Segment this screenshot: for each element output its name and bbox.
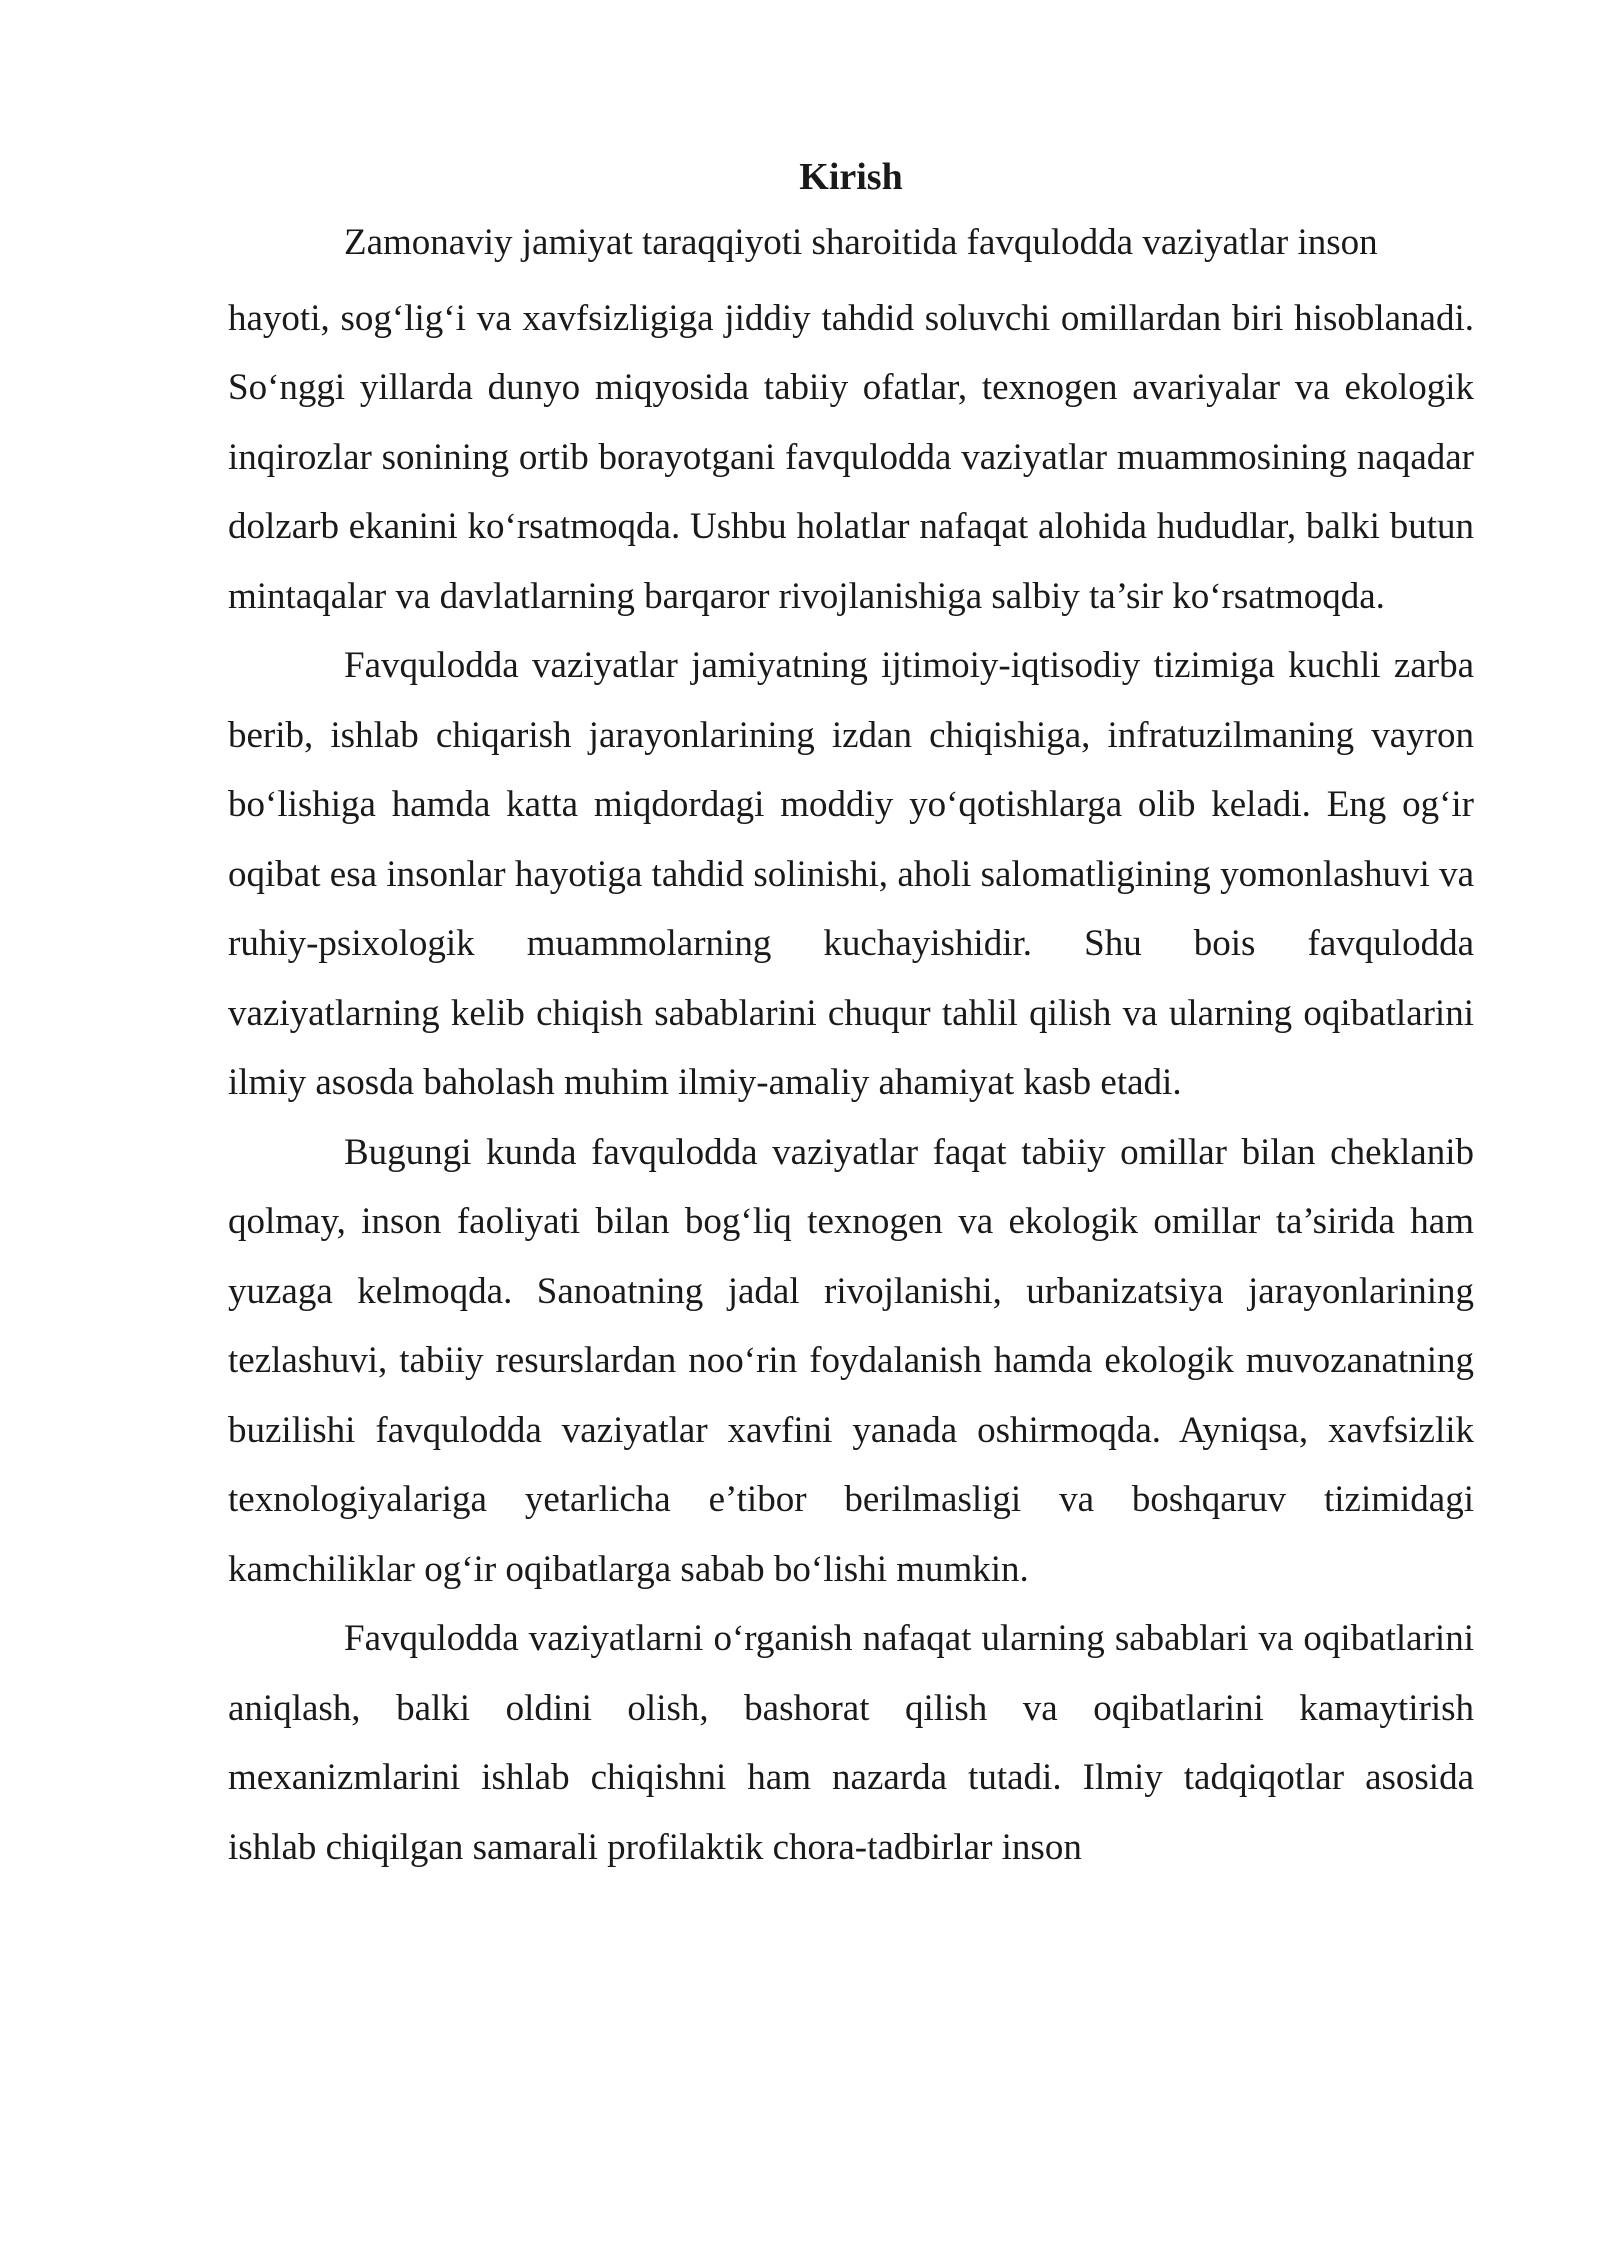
paragraph-3: Bugungi kunda favqulodda vaziyatlar faqat tabiiy omillar bilan cheklanib qolmay, inson faoliyati bilan bog‘liq texnogen va ekologik omillar ta’sirida ham yuzaga kelmoqda. Sanoatning jadal rivojlanishi, urbanizatsiya jarayonlarining tezlashuvi, tabiiy resurslardan noo‘rin foydalanish hamda ekologik muvozanatning buzilishi favqulodda vaziyatlar xavfini yanada oshirmoqda. Ayniqsa, xavfsizlik texnologiyalariga yetarlicha e’tibor berilmasligi va boshqaruv tizimidagi kamchiliklar og‘ir oqibatlarga sabab bo‘lishi mumkin.	[228, 1131, 1474, 1590]
paragraph-1-first-line: Zamonaviy jamiyat taraqqiyoti sharoitida favqulodda vaziyatlar inson	[344, 222, 1378, 263]
paragraph-2: Favqulodda vaziyatlar jamiyatning ijtimoiy-iqtisodiy tizimiga kuchli zarba berib, ishlab chiqarish jarayonlarining izdan chiqishiga, infratuzilmaning vayron bo‘lishiga hamda katta miqdordagi moddiy yo‘qotishlarga olib keladi. Eng og‘ir oqibat esa insonlar hayotiga tahdid solinishi, aholi salomatligining yomonlashuvi va ruhiy-psixologik muammolarning kuchayishidir. Shu bois favqulodda vaziyatlarning kelib chiqish sabablarini chuqur tahlil qilish va ularning oqibatlarini ilmiy asosda baholash muhim ilmiy-amaliy ahamiyat kasb etadi.	[228, 645, 1474, 1103]
page-title: Kirish	[799, 156, 903, 198]
document-body	[228, 150, 1474, 1882]
paragraph-4: Favqulodda vaziyatlarni o‘rganish nafaqat ularning sabablari va oqibatlarini aniqlash, balki oldini olish, bashorat qilish va oqibatlarini kamaytirish mexanizmlarini ishlab chiqishni ham nazarda tutadi. Ilmiy tadqiqotlar asosida ishlab chiqilgan samarali profilaktik chora-tadbirlar inson	[228, 1618, 1474, 1868]
paragraph-1-continuation: hayoti, sog‘lig‘i va xavfsizligiga jiddiy tahdid soluvchi omillardan biri hisoblanadi. So‘nggi yillarda dunyo miqyosida tabiiy ofatlar, texnogen avariyalar va ekologik inqirozlar sonining ortib borayotgani favqulodda vaziyatlar muammosining naqadar dolzarb ekanini ko‘rsatmoqda. Ushbu holatlar nafaqat alohida hududlar, balki butun mintaqalar va davlatlarning barqaror rivojlanishiga salbiy ta’sir ko‘rsatmoqda.	[228, 297, 1474, 617]
